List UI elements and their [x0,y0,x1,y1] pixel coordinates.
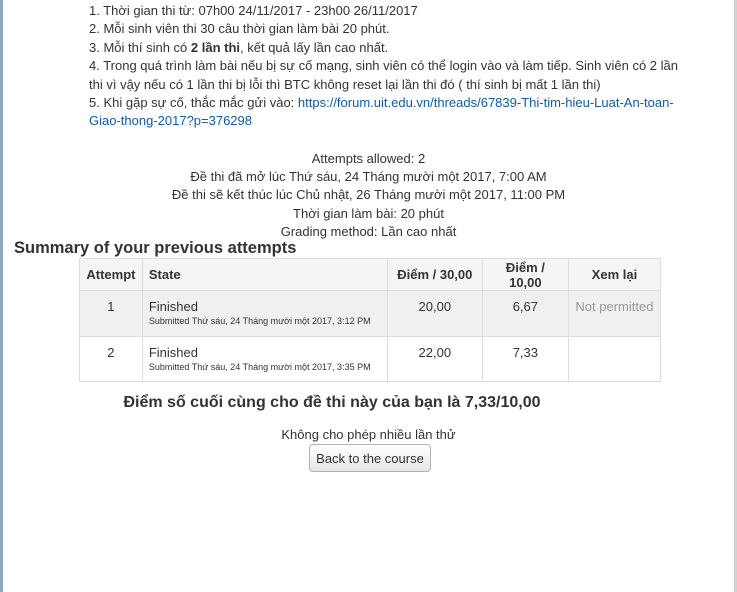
attempt-number: 2 [80,337,143,382]
intro-line-3 [89,39,689,57]
attempt-marks: 20,00 [387,291,482,337]
attempts-allowed: Attempts allowed: 2 [311,151,426,166]
no-more-attempts-message: Không cho phép nhiều lần thử [281,427,456,442]
header-review: Xem lại [568,259,660,291]
quiz-intro [89,2,689,131]
quiz-open-time: Đề thi đã mở lúc Thứ sáu, 24 Tháng mười một 2017, 7:00 AM [190,169,547,184]
table-header-row [80,259,661,291]
quiz-close-time: Đề thi sẽ kết thúc lúc Chủ nhật, 26 Tháng mười một 2017, 11:00 PM [171,187,566,202]
intro-line-5-prefix: 5. Khi gặp sự cố, thắc mắc gửi vào: [89,95,298,111]
back-to-course-button[interactable]: Back to the course [309,444,431,472]
forum-link[interactable]: https://forum.uit.edu.vn/threads/67839-Thi-tim-hieu-Luat-An-toan-Giao-thong-2017?p=376298 [89,95,674,129]
intro-line-4: 4. Trong quá trình làm bài nếu bị sự cố mạng, sinh viên có thể login vào và làm tiếp. Sinh viên có 2 lần thi vì vậy nếu có 1 lần thi bị lỗi thì BTC không reset lại lần thi đó ( thí sinh bị mất 1 lần thi) [89,58,678,92]
intro-line-1: 1. Thời gian thi từ: 07h00 24/11/2017 - 23h00 26/11/2017 [89,3,418,18]
table-row [80,291,661,337]
intro-line-5 [89,94,689,131]
header-marks: Điểm / 30,00 [387,259,482,291]
attempt-state [142,337,387,382]
time-limit: Thời gian làm bài: 20 phút [293,206,444,221]
attempt-marks: 22,00 [387,337,482,382]
attempt-grade: 7,33 [482,337,568,382]
intro-line-3-suffix: , kết quả lấy lần cao nhất. [240,39,389,55]
state-label: Finished [148,299,198,314]
intro-line-3-prefix: 3. Mỗi thí sinh có [89,39,191,55]
attempt-grade: 6,67 [482,291,568,337]
attempt-number: 1 [80,291,143,337]
header-state: State [142,259,387,291]
table-row [80,337,661,382]
grading-method: Grading method: Lần cao nhất [280,224,457,239]
review-status: Not permitted [568,291,660,337]
final-grade: Điểm số cuối cùng cho đề thi này của bạn là 7,33/10,00 [123,394,541,411]
attempts-table [79,258,661,382]
attempt-state [142,291,387,337]
header-attempt: Attempt [80,259,143,291]
review-status [568,337,660,382]
header-grade: Điểm / 10,00 [482,259,568,291]
intro-line-2: 2. Mỗi sinh viên thi 30 câu thời gian làm bài 20 phút. [89,21,390,37]
submitted-time: Submitted Thứ sáu, 24 Tháng mười một 2017, 3:35 PM [148,362,371,372]
intro-line-3-bold: 2 lần thi [190,39,241,55]
left-page-border [0,0,3,592]
state-label: Finished [148,345,198,360]
summary-heading: Summary of your previous attempts [14,239,297,257]
submitted-time: Submitted Thứ sáu, 24 Tháng mười một 2017, 3:12 PM [148,316,371,326]
